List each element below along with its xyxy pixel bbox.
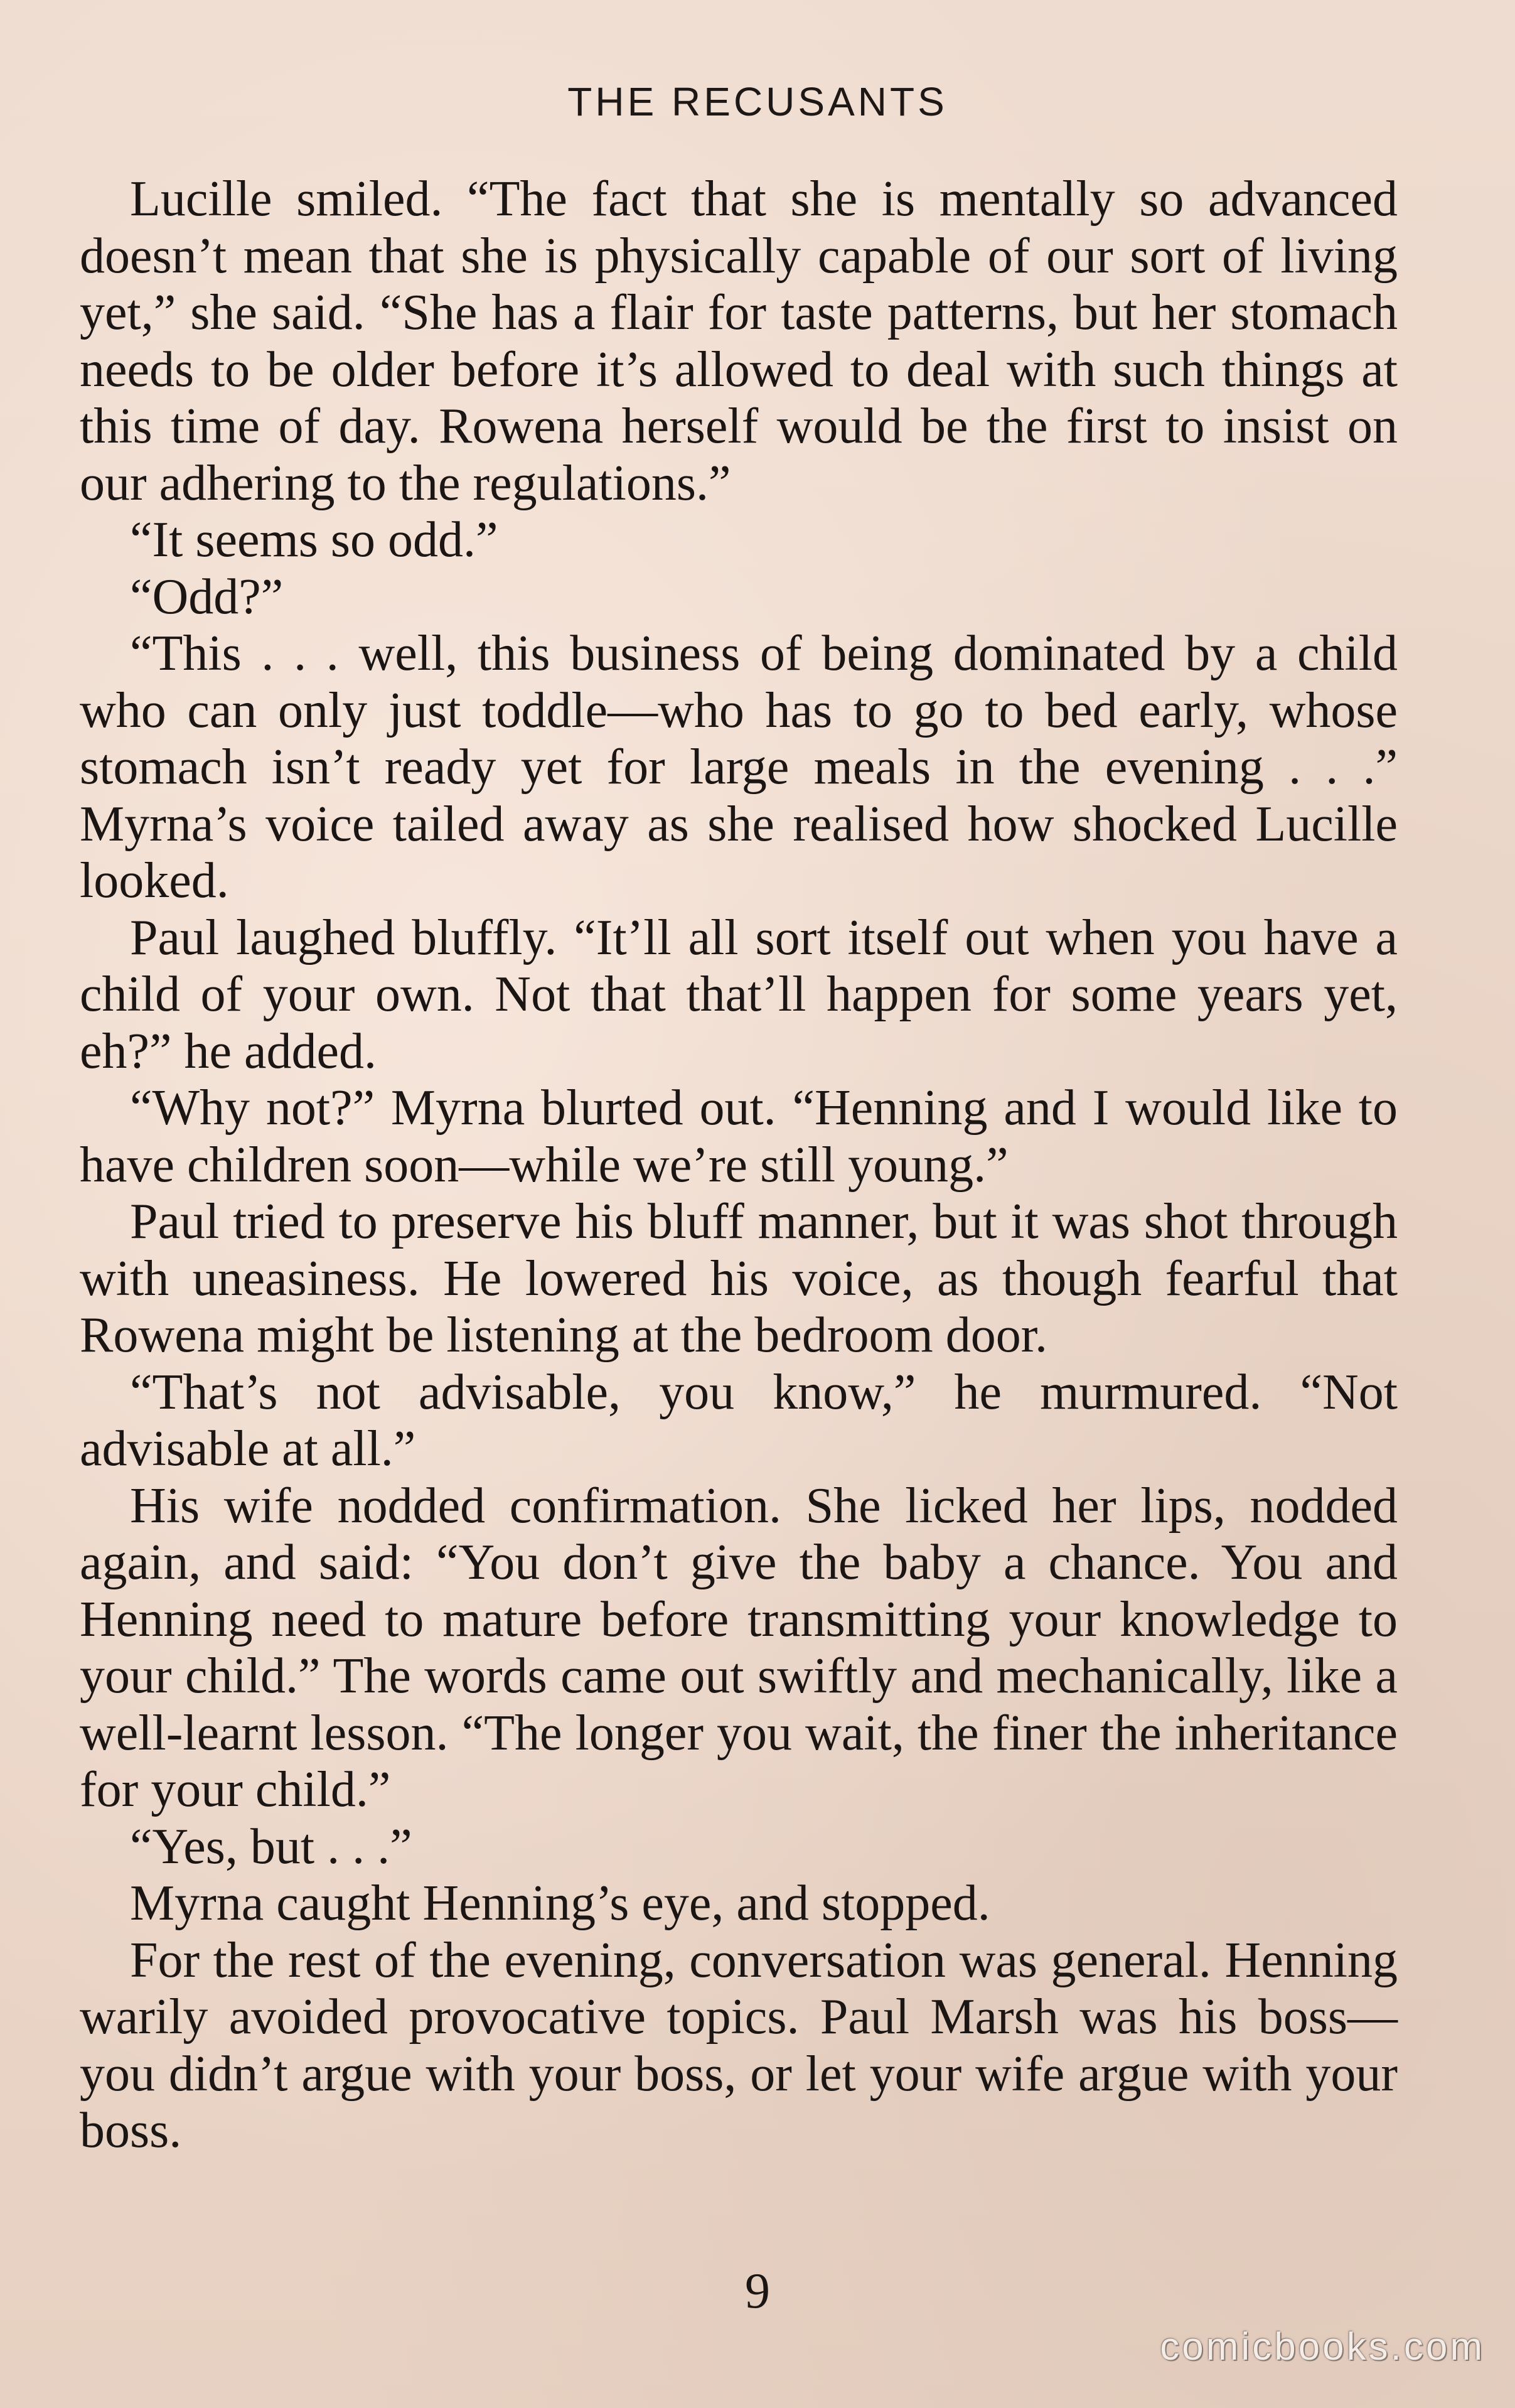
paragraph: Myrna caught Henning’s eye, and stopped. [130,1876,990,1931]
paragraph: For the rest of the evening, conversation was general. Henning warily avoided provocative topics. Paul Marsh was his boss—you didn’t argue with your boss, or let your wife argue with your boss. [80,1932,1398,2158]
running-head: THE RECUSANTS [567,79,948,124]
paragraph: “It seems so odd.” [130,512,498,567]
paragraph: “Odd?” [130,569,284,625]
watermark: comicbooks.com [1160,2325,1485,2368]
page-number: 9 [745,2264,770,2319]
body-text [80,171,1398,2159]
paragraph: His wife nodded confirmation. She licked her lips, nodded again, and said: “You don’t give the baby a chance. You and Henning need to mature before transmitting your knowledge to your child.” The words came out swiftly and mechanically, like a well-learnt lesson. “The longer you wait, the finer the inheritance for your child.” [80,1478,1398,1817]
paragraph: “That’s not advisable, you know,” he murmured. “Not advisable at all.” [80,1364,1398,1476]
paragraph: Paul tried to preserve his bluff manner, but it was shot through with uneasiness. He lowered his voice, as though fearful that Rowena might be listening at the bedroom door. [80,1194,1398,1363]
paragraph: “Why not?” Myrna blurted out. “Henning and I would like to have children soon—while we’re still young.” [80,1080,1398,1193]
paragraph: “This . . . well, this business of being dominated by a child who can only just toddle—who has to go to bed early, whose stomach isn’t ready yet for large meals in the evening . . .” Myrna’s voice tailed away as she realised how shocked Lucille looked. [80,626,1398,908]
paragraph: Paul laughed bluffly. “It’ll all sort itself out when you have a child of your own. Not that that’ll happen for some years yet, eh?” he added. [80,910,1398,1079]
paragraph: “Yes, but . . .” [130,1819,412,1874]
paragraph: Lucille smiled. “The fact that she is mentally so advanced doesn’t mean that she is physically capable of our sort of living yet,” she said. “She has a flair for taste patterns, but her stomach needs to be older before it’s allowed to deal with such things at this time of day. Rowena herself would be the first to insist on our adhering to the regulations.” [80,171,1398,511]
